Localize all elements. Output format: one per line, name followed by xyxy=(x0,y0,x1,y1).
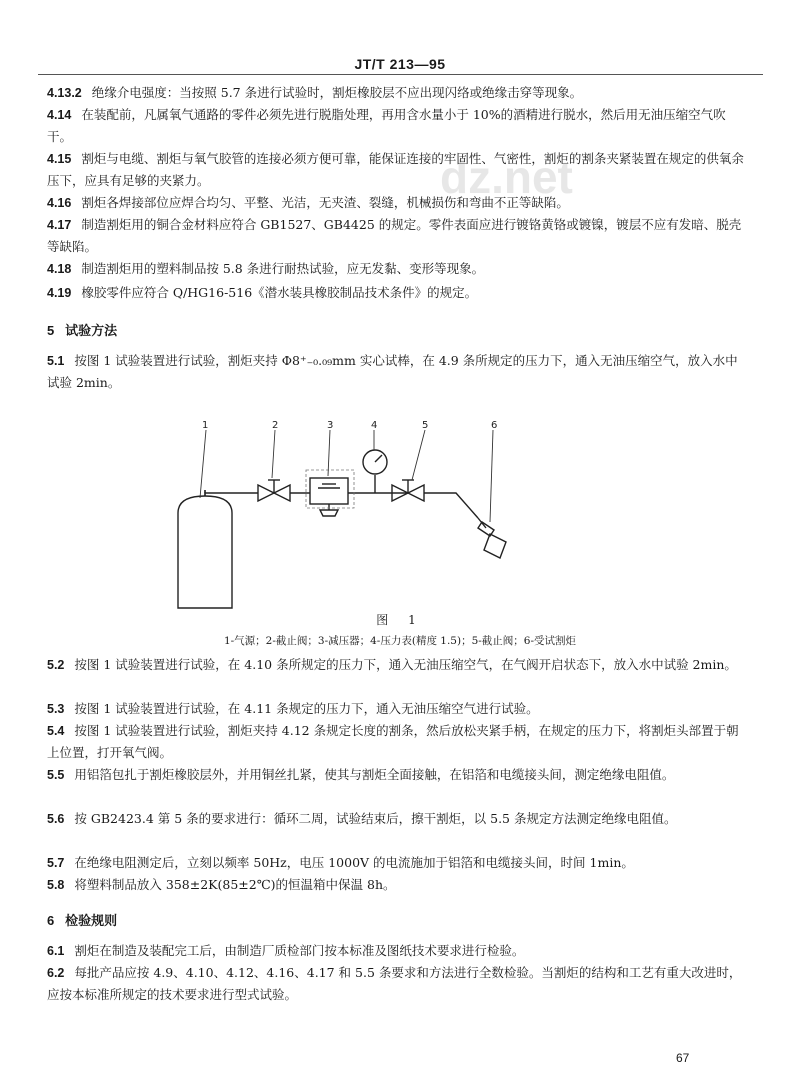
label-1: 1 xyxy=(202,420,209,431)
page-header: JT/T 213—95 xyxy=(354,56,446,72)
clause-5-7: 5.7 在绝缘电阻测定后，立刻以频率 50Hz，电压 1000V 的电流施加于铝箔和电缆接头间，时间 1min。 xyxy=(47,855,634,870)
label-2: 2 xyxy=(272,420,279,431)
clause-4-13-2: 4.13.2 绝缘介电强度：当按照 5.7 条进行试验时，割炬橡胶层不应出现闪络或绝缘击穿等现象。 xyxy=(47,85,583,100)
pipe-to-torch xyxy=(424,493,478,518)
clause-4-17: 4.17 制造割炬用的铜合金材料应符合 GB1527、GB4425 的规定。零件表面应进行镀铬黄铬或镀镍，镀层不应有发暗、脱壳等缺陷。 xyxy=(47,217,742,254)
clause-4-14: 4.14 在装配前，凡属氧气通路的零件必须先进行脱脂处理，再用含水量小于 10%的酒精进行脱水，然后用无油压缩空气吹干。 xyxy=(47,107,726,144)
watermark: dz.net xyxy=(440,151,573,203)
clause-5-1: 5.1 按图 1 试验装置进行试验，割炬夹持 Φ8⁺₋₀.₀₉mm 实心试棒，在 4.9 条所规定的压力下，通入无油压缩空气，放入水中试验 2min。 xyxy=(47,353,738,390)
label-4: 4 xyxy=(371,420,378,431)
clause-4-15: 4.15 割炬与电缆、割炬与氧气胶管的连接必须方便可靠，能保证连接的牢固性、气密性，割炬的割条夹紧装置在规定的供氧余压下，应具有足够的夹紧力。 xyxy=(47,151,744,188)
clause-6-1: 6.1 割炬在制造及装配完工后，由制造厂质检部门按本标准及图纸技术要求进行检验。 xyxy=(47,943,525,958)
header-rule xyxy=(38,74,763,75)
page-number: 67 xyxy=(676,1051,690,1065)
gas-cylinder xyxy=(178,496,232,608)
section-5-heading: 5 试验方法 xyxy=(47,323,118,338)
clause-4-16: 4.16 割炬各焊接部位应焊合均匀、平整、光洁，无夹渣、裂缝，机械损伤和弯曲不正等缺陷。 xyxy=(47,195,569,210)
clause-5-3: 5.3 按图 1 试验装置进行试验，在 4.11 条规定的压力下，通入无油压缩空气进行试验。 xyxy=(47,701,539,716)
clause-5-6: 5.6 按 GB2423.4 第 5 条的要求进行：循环二周，试验结束后，擦干割炬，以 5.5 条规定方法测定绝缘电阻值。 xyxy=(47,811,677,826)
clause-4-19: 4.19 橡胶零件应符合 Q/HG16-516《潜水装具橡胶制品技术条件》的规定。 xyxy=(47,285,478,300)
clause-5-8: 5.8 将塑料制品放入 358±2K(85±2℃)的恒温箱中保温 8h。 xyxy=(47,877,396,892)
clause-4-18: 4.18 制造割炬用的塑料制品按 5.8 条进行耐热试验，应无发黏、变形等现象。 xyxy=(47,261,485,276)
figure-caption: 1-气源；2-截止阀；3-减压器；4-压力表(精度 1.5)；5-截止阀；6-受试割炬 xyxy=(223,635,577,647)
label-5: 5 xyxy=(422,420,429,431)
torch-under-test xyxy=(478,518,506,558)
clause-6-2: 6.2 每批产品应按 4.9、4.10、4.12、4.16、4.17 和 5.5 条要求和方法进行全数检验。当割炬的结构和工艺有重大改进时，应按本标准所规定的技术要求进行型式试验。 xyxy=(47,965,742,1002)
clause-5-4: 5.4 按图 1 试验装置进行试验，割炬夹持 4.12 条规定长度的割条，然后放松夹紧手柄，在规定的压力下，将割炬头部置于朝上位置，打开氧气阀。 xyxy=(47,723,739,760)
label-6: 6 xyxy=(491,420,498,431)
clause-5-5: 5.5 用铝箔包扎于割炬橡胶层外，并用铜丝扎紧，使其与割炬全面接触，在铝箔和电缆接头间，测定绝缘电阻值。 xyxy=(47,767,675,782)
section-6-heading: 6 检验规则 xyxy=(47,913,118,928)
test-apparatus-diagram xyxy=(160,418,580,618)
figure-title: 图 1 xyxy=(376,613,424,627)
label-3: 3 xyxy=(327,420,334,431)
clause-5-2: 5.2 按图 1 试验装置进行试验，在 4.10 条所规定的压力下，通入无油压缩空气，在气阀开启状态下，放入水中试验 2min。 xyxy=(47,657,737,672)
pressure-reducer xyxy=(310,478,348,504)
